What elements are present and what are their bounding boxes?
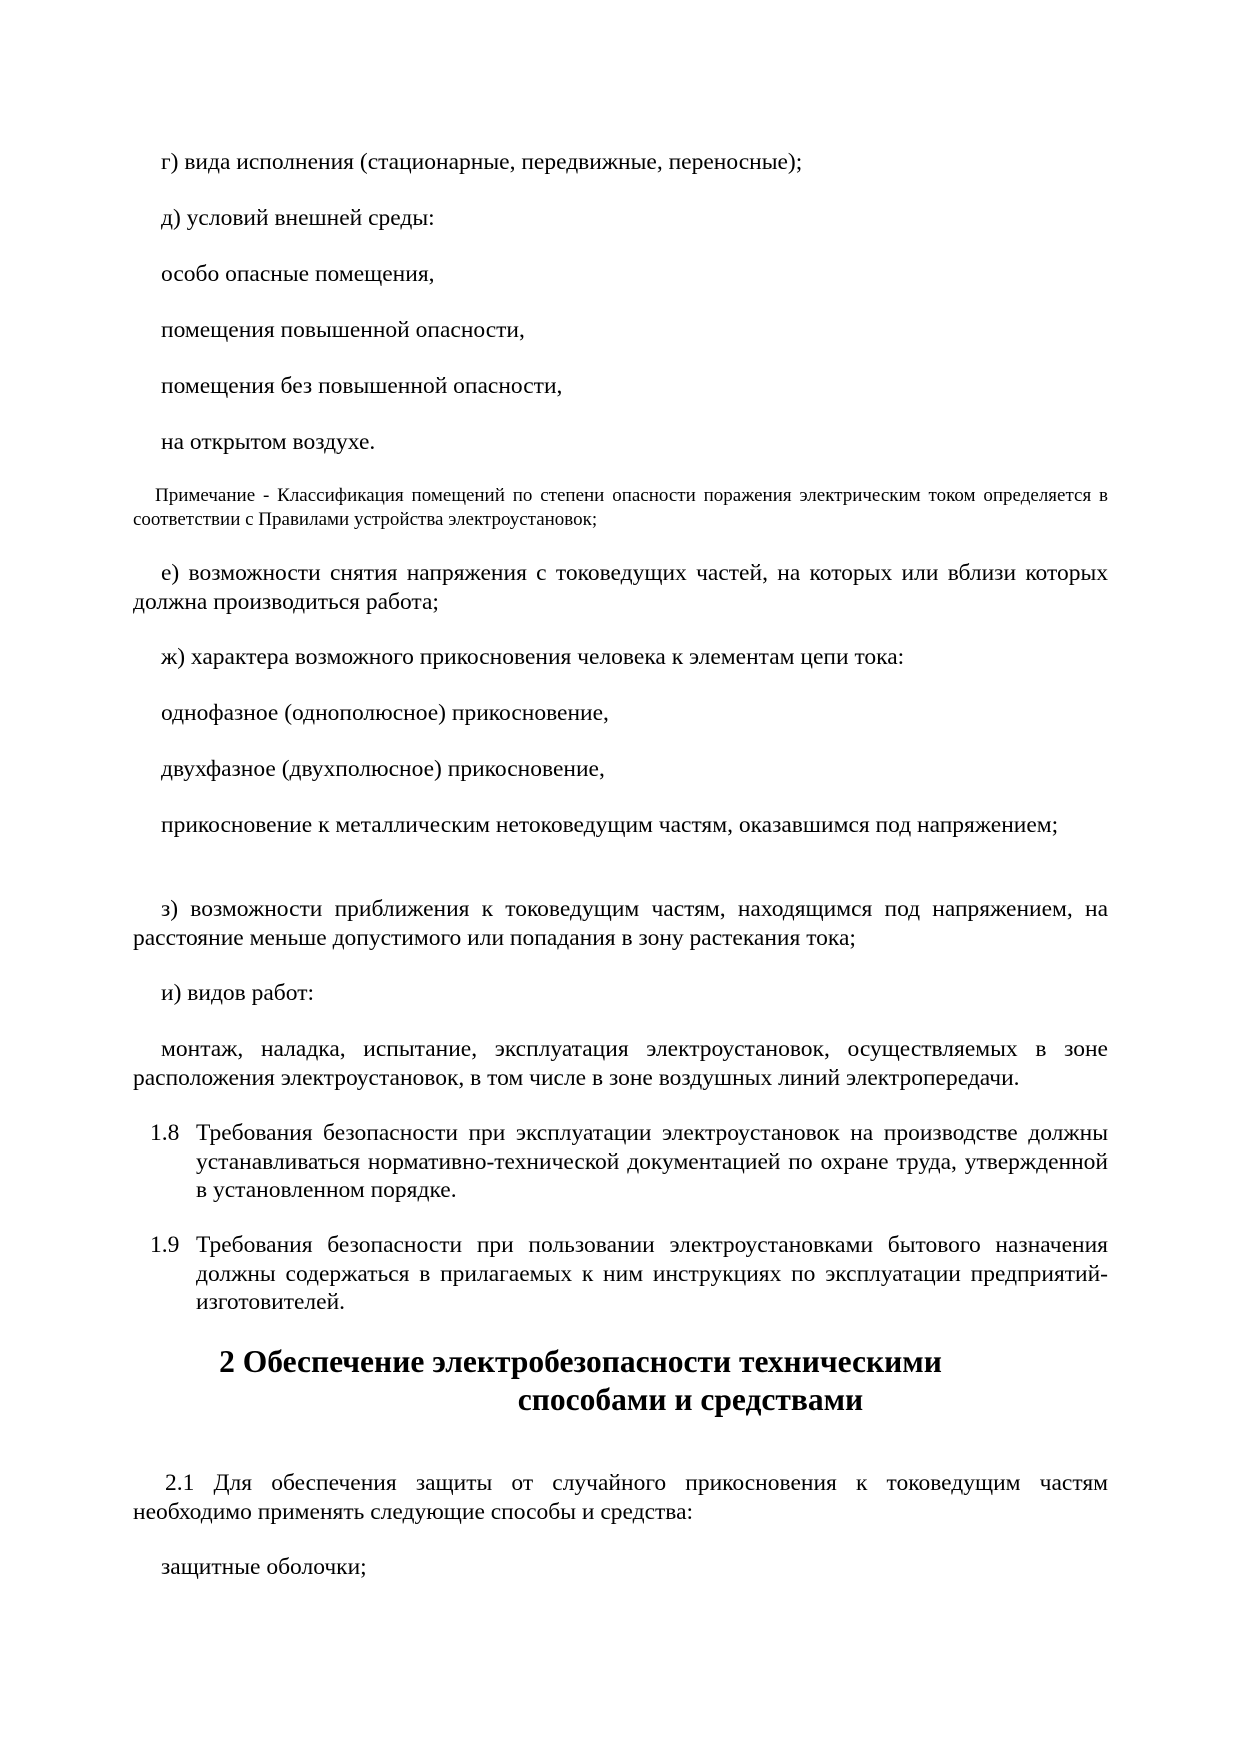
item-number: 1.9 bbox=[150, 1232, 180, 1258]
paragraph-d: д) условий внешней среды: bbox=[161, 205, 435, 231]
paragraph-zh-item-3: прикосновение к металлическим нетоковедущим частям, оказавшимся под напряжением; bbox=[161, 812, 1059, 838]
paragraph-z: з) возможности приближения к токоведущим частям, находящимся под напряжением, на расстояние меньше допустимого или попадания в зону растекания тока; bbox=[133, 896, 1108, 951]
section-heading-line-2: способами и средствами bbox=[517, 1382, 864, 1417]
paragraph-g: г) вида исполнения (стационарные, передвижные, переносные); bbox=[161, 149, 803, 175]
section-heading bbox=[133, 1343, 1108, 1419]
paragraph-2-1: 2.1 Для обеспечения защиты от случайного прикосновения к токоведущим частям необходимо применять следующие способы и средства: bbox=[133, 1470, 1108, 1525]
paragraph-zh: ж) характера возможного прикосновения человека к элементам цепи тока: bbox=[161, 644, 905, 670]
document-page bbox=[133, 0, 1108, 1755]
paragraph-i: и) видов работ: bbox=[161, 980, 315, 1006]
item-number: 1.8 bbox=[150, 1120, 180, 1146]
paragraph-e: е) возможности снятия напряжения с токоведущих частей, на которых или вблизи которых должна производиться работа; bbox=[133, 560, 1108, 615]
note-paragraph: Примечание - Классификация помещений по степени опасности поражения электрическим током определяется в соответствии с Правилами устройства электроустановок; bbox=[133, 485, 1108, 530]
section-heading-line-1: 2 Обеспечение электробезопасности техническими bbox=[219, 1344, 942, 1379]
paragraph-d-item-3: помещения без повышенной опасности, bbox=[161, 373, 563, 399]
paragraph-zh-item-1: однофазное (однополюсное) прикосновение, bbox=[161, 700, 609, 726]
paragraph-d-item-4: на открытом воздухе. bbox=[161, 429, 376, 455]
paragraph-zh-item-2: двухфазное (двухполюсное) прикосновение, bbox=[161, 756, 605, 782]
paragraph-d-item-1: особо опасные помещения, bbox=[161, 261, 435, 287]
paragraph-d-item-2: помещения повышенной опасности, bbox=[161, 317, 525, 343]
paragraph-2-1-item-1: защитные оболочки; bbox=[161, 1554, 367, 1580]
item-text: Требования безопасности при пользовании электроустановками бытового назначения должны содержаться в прилагаемых к ним инструкциях по эксплуатации предприятий-изготовителей. bbox=[196, 1232, 1108, 1315]
item-text: Требования безопасности при эксплуатации электроустановок на производстве должны устанавливаться нормативно-технической документацией по охране труда, утвержденной в установленном порядке. bbox=[196, 1120, 1108, 1203]
paragraph-i-item-1: монтаж, наладка, испытание, эксплуатация электроустановок, осуществляемых в зоне расположения электроустановок, в том числе в зоне воздушных линий электропередачи. bbox=[133, 1036, 1108, 1091]
